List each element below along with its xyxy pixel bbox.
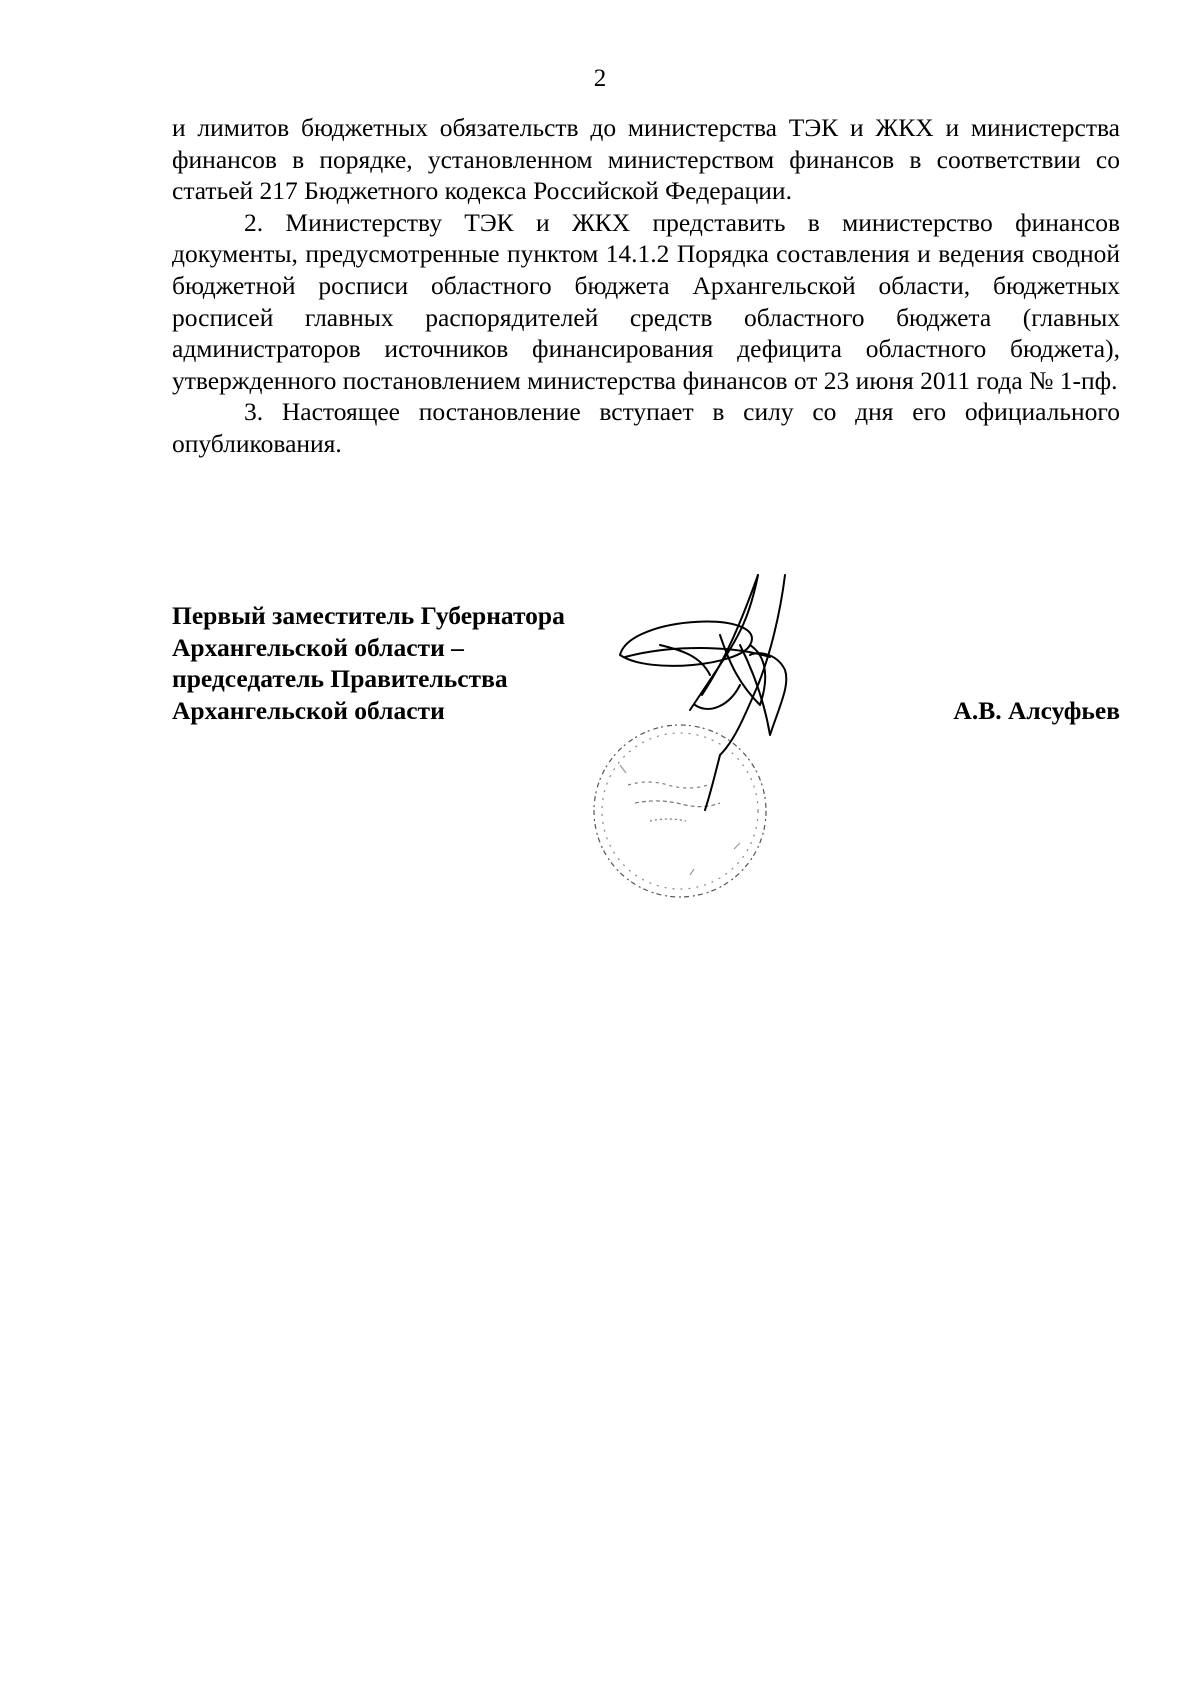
paragraph-item-3: 3. Настоящее постановление вступает в силу со дня его официального опубликования. (172, 397, 1120, 458)
paragraph-item-2: 2. Министерству ТЭК и ЖКХ представить в министерство финансов документы, предусмотренные пунктом 14.1.2 Порядка составления и ведения сводной бюджетной росписи областного бюджета Архангельской области, бюджетных росписей главных распорядителей средств областного бюджета (главных администраторов источников финансирования дефицита областного бюджета), утвержденного постановлением министерства финансов от 23 июня 2011 года № 1-пф. (172, 207, 1120, 395)
signer-position (172, 600, 565, 726)
signer-position-line: Первый заместитель Губернатора (172, 601, 565, 630)
official-seal-icon (594, 725, 766, 897)
handwritten-signature-icon (620, 575, 786, 810)
signer-name: А.В. Алсуфьев (953, 696, 1120, 725)
page-number: 2 (593, 65, 607, 92)
seal-and-signature-graphic (590, 575, 850, 945)
document-body (172, 112, 1120, 460)
signer-position-line: Архангельской области (172, 695, 445, 725)
signer-position-line: Архангельской области – (172, 632, 464, 662)
paragraph-continuation: и лимитов бюджетных обязательств до министерства ТЭК и ЖКХ и министерства финансов в порядке, установленном министерством финансов в соответствии со статьей 217 Бюджетного кодекса Российской Федерации. (172, 113, 1120, 206)
signer-position-line: председатель Правительства (172, 664, 508, 694)
